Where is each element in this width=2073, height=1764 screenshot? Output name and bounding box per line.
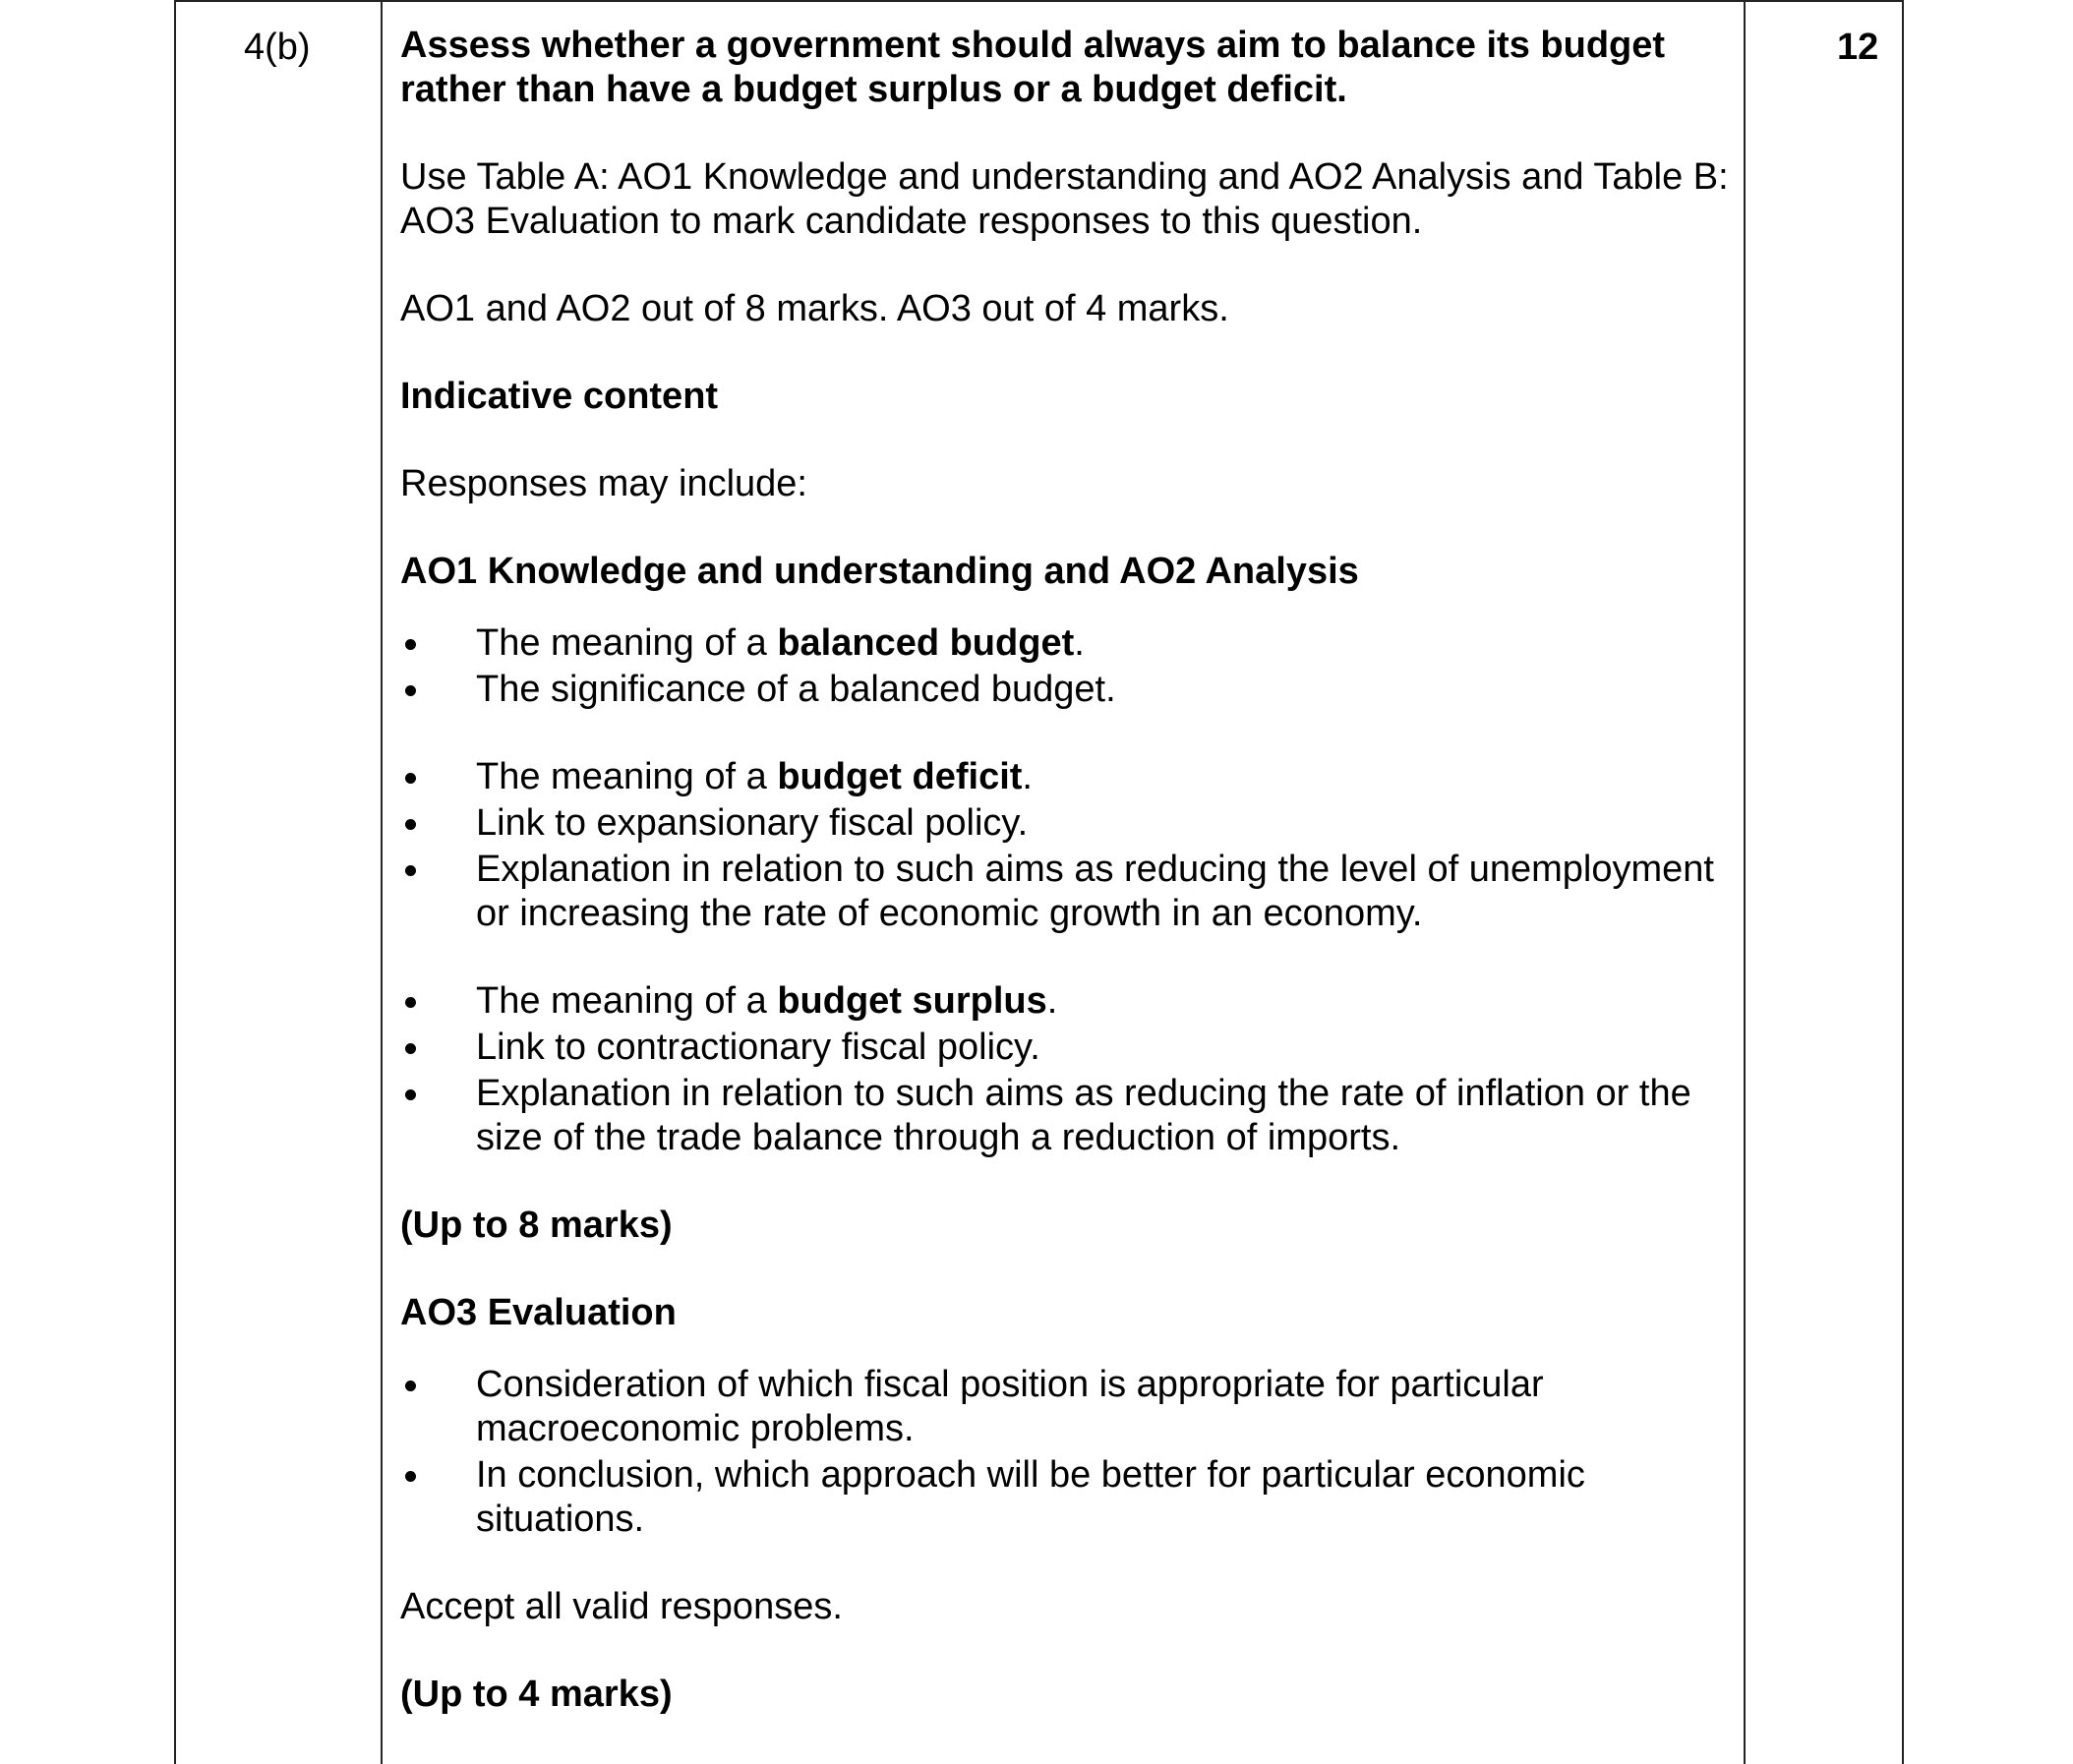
column-divider-question <box>381 0 383 1764</box>
bullet-icon <box>405 997 416 1008</box>
bullet-text-end: . <box>1074 622 1085 664</box>
bullet-text: The meaning of a <box>476 980 778 1022</box>
list-item <box>400 1026 1738 1070</box>
bullet-icon <box>405 819 416 830</box>
mark-split-instruction: AO1 and AO2 out of 8 marks. AO3 out of 4 marks. <box>400 288 1229 329</box>
table-right-border <box>1902 0 1904 1764</box>
bullet-icon <box>405 1471 416 1482</box>
bullet-text: Link to expansionary fiscal policy. <box>476 802 1029 844</box>
bullet-text: The significance of a balanced budget. <box>476 669 1116 710</box>
bullet-text: The meaning of a <box>476 756 778 797</box>
list-item <box>400 621 1738 666</box>
list-item <box>400 848 1738 936</box>
list-item <box>400 1453 1738 1542</box>
budget-surplus-list <box>400 979 1738 1160</box>
list-item <box>400 755 1738 799</box>
bullet-icon <box>405 1381 416 1391</box>
use-tables-instruction: Use Table A: AO1 Knowledge and understanding and AO2 Analysis and Table B: AO3 Evaluation to mark candidate responses to this question. <box>400 156 1729 242</box>
bullet-icon <box>405 865 416 876</box>
total-marks: 12 <box>1837 27 1879 68</box>
table-left-border <box>174 0 176 1764</box>
list-item <box>400 668 1738 712</box>
indicative-content-heading: Indicative content <box>400 376 719 417</box>
bullet-text-end: . <box>1046 980 1058 1022</box>
bullet-text: Consideration of which fiscal position is appropriate for particular macroeconomic problems. <box>476 1364 1544 1449</box>
key-term: balanced budget <box>777 622 1075 664</box>
bullet-icon <box>405 685 416 696</box>
question-title: Assess whether a government should always aim to balance its budget rather than have a budget surplus or a budget deficit. <box>400 25 1666 110</box>
bullet-text: Explanation in relation to such aims as reducing the rate of inflation or the size of the trade balance through a reduction of imports. <box>476 1073 1691 1158</box>
bullet-icon <box>405 639 416 650</box>
balanced-budget-list <box>400 621 1738 712</box>
bullet-text: Link to contractionary fiscal policy. <box>476 1027 1040 1068</box>
bullet-text: In conclusion, which approach will be better for particular economic situations. <box>476 1454 1585 1540</box>
list-item <box>400 1363 1738 1451</box>
bullet-icon <box>405 773 416 784</box>
ao3-evaluation-list <box>400 1363 1738 1542</box>
list-item <box>400 801 1738 846</box>
bullet-text: Explanation in relation to such aims as reducing the level of unemployment or increasing the rate of economic growth in an economy. <box>476 849 1714 934</box>
question-number: 4(b) <box>244 27 311 68</box>
responses-intro: Responses may include: <box>400 463 807 504</box>
budget-deficit-list <box>400 755 1738 936</box>
ao3-heading: AO3 Evaluation <box>400 1292 677 1333</box>
list-item <box>400 1072 1738 1160</box>
ao1-ao2-heading: AO1 Knowledge and understanding and AO2 Analysis <box>400 551 1359 592</box>
bullet-text-end: . <box>1022 756 1033 797</box>
table-top-border <box>174 0 1904 2</box>
list-item <box>400 979 1738 1024</box>
mark-scheme-content <box>400 24 1738 1717</box>
bullet-icon <box>405 1043 416 1054</box>
ao3-marks-note: (Up to 4 marks) <box>400 1674 673 1715</box>
ao1-ao2-marks-note: (Up to 8 marks) <box>400 1205 673 1246</box>
key-term: budget surplus <box>777 980 1047 1022</box>
column-divider-marks <box>1744 0 1746 1764</box>
accept-responses-note: Accept all valid responses. <box>400 1586 843 1627</box>
key-term: budget deficit <box>777 756 1023 797</box>
bullet-text: The meaning of a <box>476 622 778 664</box>
bullet-icon <box>405 1089 416 1100</box>
